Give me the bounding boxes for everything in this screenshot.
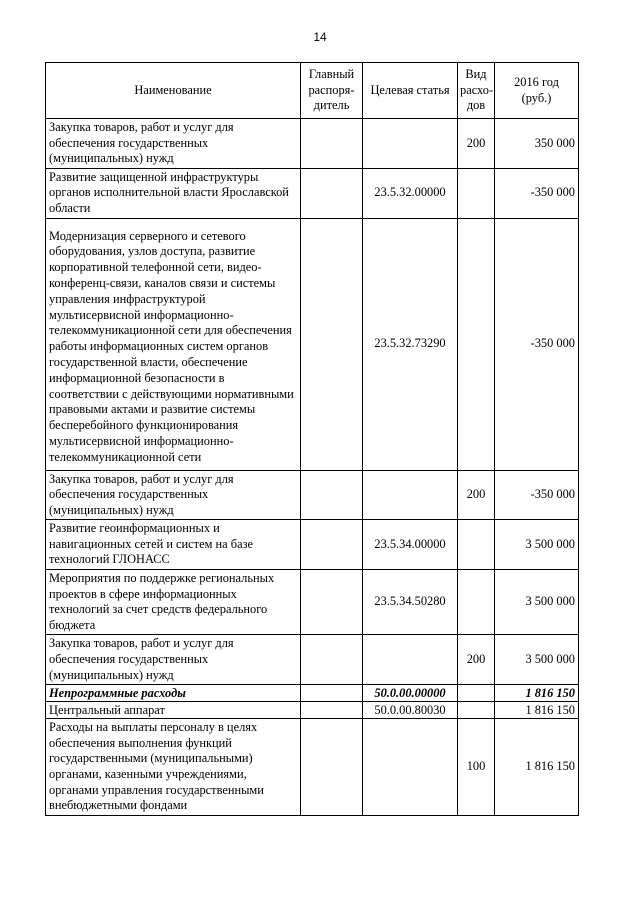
row-admin [301,702,363,719]
row-expense-type: 200 [458,119,495,169]
row-target: 23.5.34.50280 [363,570,458,635]
row-name: Закупка товаров, работ и услуг для обеспечения государственных (муниципальных) нужд [46,470,301,520]
row-name: Развитие геоинформационных и навигационных сетей и систем на базе технологий ГЛОНАСС [46,520,301,570]
table-header-row [46,63,579,119]
table-row [46,168,579,218]
row-target [363,470,458,520]
header-admin-line2: распоря- [308,82,355,97]
page-number: 14 [313,30,327,44]
row-target: 23.5.32.73290 [363,218,458,470]
row-target: 23.5.32.00000 [363,168,458,218]
row-name: Мероприятия по поддержке региональных проектов в сфере информационных технологий за счет средств федерального бюджета [46,570,301,635]
row-name: Центральный аппарат [46,702,301,719]
row-amount: -350 000 [495,218,579,470]
row-expense-type [458,168,495,218]
row-admin [301,520,363,570]
table-row [46,719,579,816]
row-admin [301,119,363,169]
row-admin [301,685,363,702]
table-row [46,635,579,685]
header-admin-line3: дитель [313,98,350,113]
header-exp-line3: дов [466,98,486,113]
row-admin [301,218,363,470]
header-exp-line1: Вид [465,67,487,82]
row-target: 50.0.00.00000 [363,685,458,702]
row-target: 50.0.00.80030 [363,702,458,719]
row-name: Модернизация серверного и сетевого оборудования, узлов доступа, развитие корпоративной телефонной сети, видео-конференц-связи, каналов связи и системы управления инфраструктурой мультисервисной информационно-телекоммуникационной сети для обеспечения работы информационных систем органов государственной власти, обеспечение информационной безопасности в соответствии с действующими нормативными правовыми актами и развитие системы бесперебойного функционирования мультисервисной информационно-телекоммуникационной сети [46,218,301,470]
row-amount: -350 000 [495,168,579,218]
header-exp-line2: расхо- [460,82,494,97]
table-row [46,520,579,570]
row-amount: 350 000 [495,119,579,169]
row-name: Закупка товаров, работ и услуг для обеспечения государственных (муниципальных) нужд [46,635,301,685]
row-admin [301,719,363,816]
row-target: 23.5.34.00000 [363,520,458,570]
header-admin [301,63,363,119]
row-admin [301,635,363,685]
row-expense-type: 200 [458,635,495,685]
header-expense-type [458,63,495,119]
table-row [46,218,579,470]
row-admin [301,470,363,520]
row-name: Расходы на выплаты персоналу в целях обеспечения выполнения функций государственными (муниципальными) органами, казенными учреждениями, органами управления государственными внебюджетными фондами [46,719,301,816]
table-row [46,702,579,719]
row-amount: 3 500 000 [495,520,579,570]
row-expense-type [458,685,495,702]
row-expense-type [458,520,495,570]
header-target: Целевая статья [363,63,458,119]
row-name: Закупка товаров, работ и услуг для обеспечения государственных (муниципальных) нужд [46,119,301,169]
row-amount: 3 500 000 [495,635,579,685]
table-row [46,570,579,635]
table-row-section [46,685,579,702]
row-target [363,719,458,816]
table-row [46,470,579,520]
header-amount-line1: 2016 год [514,74,559,89]
row-expense-type [458,570,495,635]
row-expense-type: 200 [458,470,495,520]
row-expense-type: 100 [458,719,495,816]
header-admin-line1: Главный [308,67,355,82]
row-target [363,119,458,169]
row-expense-type [458,218,495,470]
header-amount-line2: (руб.) [521,90,552,105]
row-amount: -350 000 [495,470,579,520]
row-expense-type [458,702,495,719]
header-name: Наименование [46,63,301,119]
budget-table [45,62,579,816]
row-name: Непрограммные расходы [46,685,301,702]
row-target [363,635,458,685]
row-amount: 1 816 150 [495,685,579,702]
row-admin [301,168,363,218]
row-amount: 1 816 150 [495,719,579,816]
row-amount: 3 500 000 [495,570,579,635]
row-name: Развитие защищенной инфраструктуры органов исполнительной власти Ярославской области [46,168,301,218]
row-admin [301,570,363,635]
row-amount: 1 816 150 [495,702,579,719]
header-amount [495,63,579,119]
table-row [46,119,579,169]
